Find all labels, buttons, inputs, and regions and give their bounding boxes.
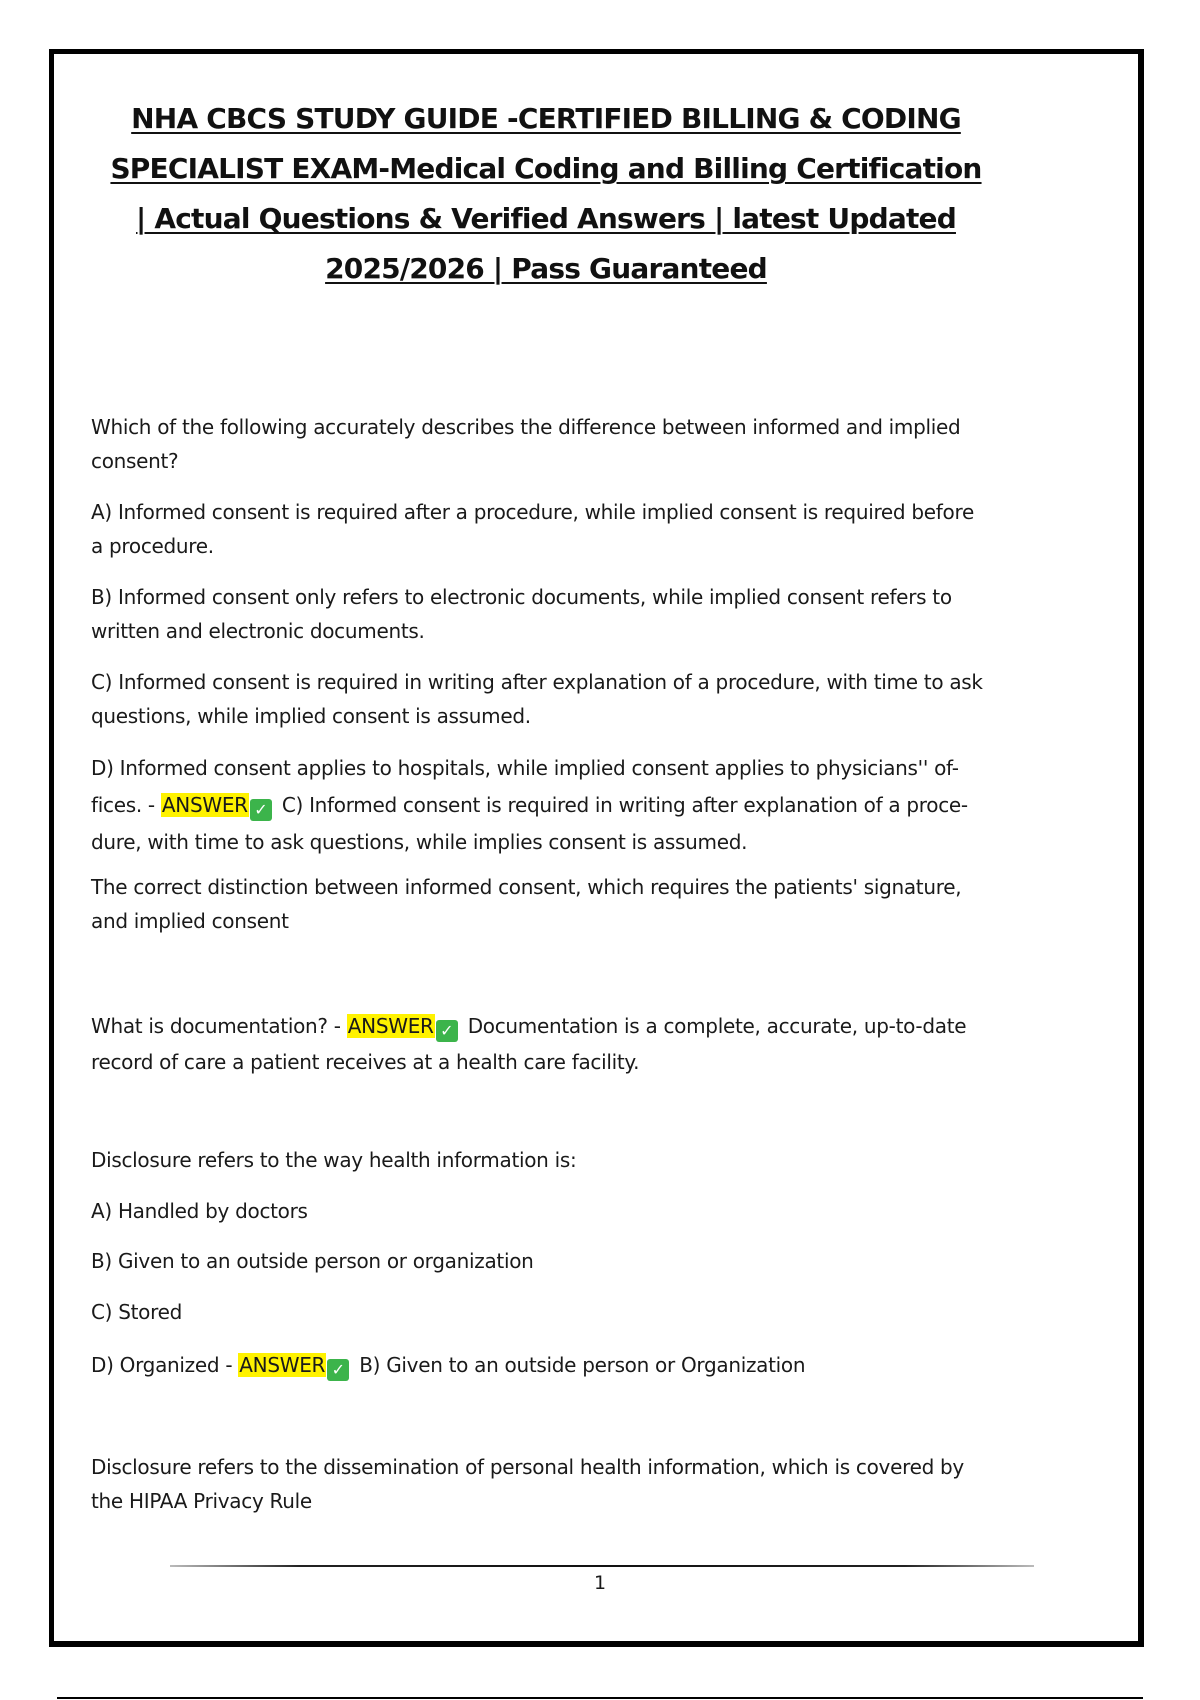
answer-highlight: ANSWER [347,1014,434,1038]
q3-option-d-with-answer [91,1348,991,1382]
q1-option-a: A) Informed consent is required after a procedure, while implied consent is required before a procedure. [91,500,974,558]
footer-divider [170,1565,1034,1567]
q2-question: What is documentation? - [91,1014,341,1038]
q3-option-d: D) Organized - [91,1353,233,1377]
q3-answer: B) Given to an outside person or Organization [359,1353,806,1377]
q1-answer: C) Informed consent is required in writing after explanation of a proce- dure, with time to ask questions, while implies consent is assumed. [91,793,968,854]
answer-highlight: ANSWER [161,793,248,817]
q1-option-b: B) Informed consent only refers to electronic documents, while implied consent refers to written and electronic documents. [91,585,952,643]
q2-block [91,1008,991,1080]
q3-question: Disclosure refers to the way health information is: [91,1148,577,1172]
title-line-2: SPECIALIST EXAM-Medical Coding and Billing Certification [110,152,982,185]
q1-explanation: The correct distinction between informed consent, which requires the patients' signature, and implied consent [91,875,962,933]
q3-explanation: Disclosure refers to the dissemination of personal health information, which is covered by the HIPAA Privacy Rule [91,1455,964,1513]
q3-option-c: C) Stored [91,1300,182,1324]
answer-highlight: ANSWER [239,1353,326,1377]
next-page-top-border [57,1697,1143,1699]
check-mark-icon: ✓ [436,1020,458,1042]
check-mark-icon: ✓ [327,1359,349,1381]
q2-answer: Documentation is a complete, accurate, up-to-date record of care a patient receives at a health care facility. [91,1014,967,1074]
q1-option-c: C) Informed consent is required in writing after explanation of a procedure, with time to ask questions, while implied consent is assumed. [91,670,983,728]
title-line-4: 2025/2026 | Pass Guaranteed [325,252,767,285]
check-mark-icon: ✓ [250,799,272,821]
q1-option-d-with-answer [91,750,991,861]
q3-option-b: B) Given to an outside person or organization [91,1249,534,1273]
title-line-1: NHA CBCS STUDY GUIDE -CERTIFIED BILLING & CODING [131,102,961,135]
q1-option-d: D) Informed consent applies to hospitals, while implied consent applies to physicians'' of- fices. - [91,756,959,817]
title-line-3: | Actual Questions & Verified Answers | latest Updated [136,202,956,235]
document-title [96,94,996,294]
page-number: 1 [593,1572,607,1594]
q3-option-a: A) Handled by doctors [91,1199,308,1223]
q1-question: Which of the following accurately describes the difference between informed and implied consent? [91,415,961,473]
